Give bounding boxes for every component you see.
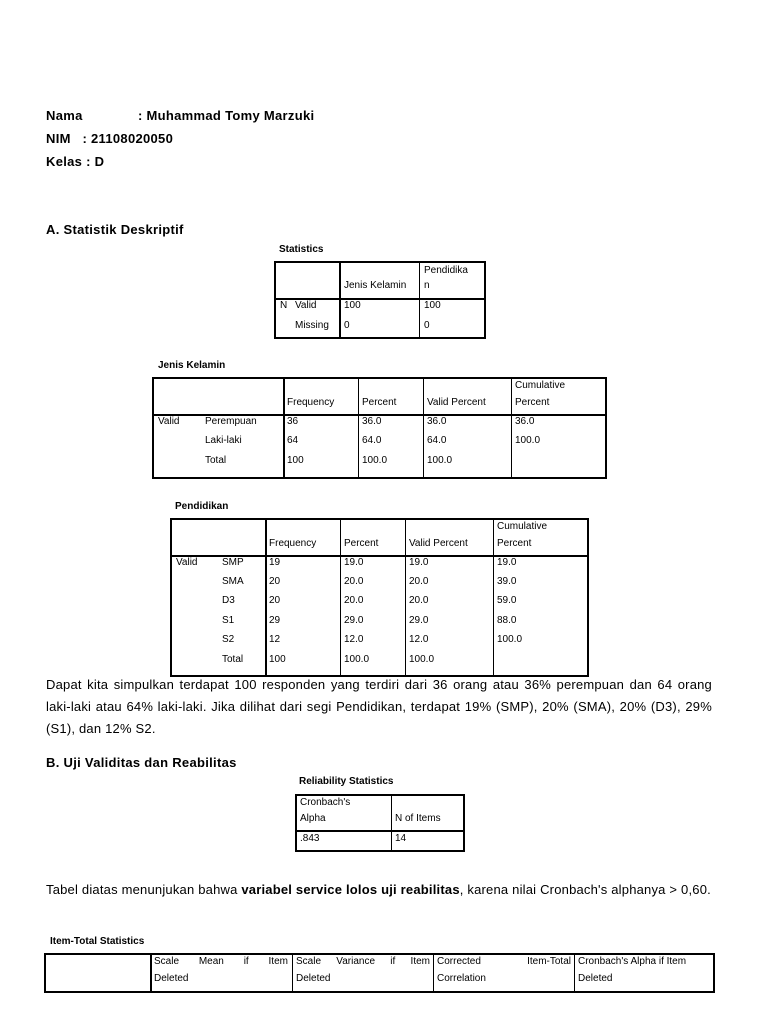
table-cell: 20.0 <box>409 576 429 587</box>
table-cell: 19.0 <box>344 557 364 568</box>
it-col3-word: Corrected <box>437 956 481 967</box>
table-cell: 29.0 <box>409 615 429 626</box>
reliability-table <box>295 794 465 852</box>
table-row-label: S2 <box>222 634 235 645</box>
stat-row-missing: Missing <box>295 320 329 331</box>
it-col1-line1 <box>154 956 288 968</box>
pd-header-cumulative-percent: Percent <box>497 538 532 549</box>
table-cell: 36.0 <box>515 416 535 427</box>
table-cell: 100.0 <box>344 654 370 665</box>
table-cell: 39.0 <box>497 576 517 587</box>
reliability-paragraph <box>46 879 712 901</box>
stat-row-valid: Valid <box>295 300 317 311</box>
reliability-caption: Reliability Statistics <box>299 776 394 787</box>
table-cell: 100 <box>269 654 286 665</box>
stat-row-n: N <box>280 300 288 311</box>
table-cell: 64.0 <box>427 435 447 446</box>
table-row-label: Perempuan <box>205 416 257 427</box>
table-cell: 19.0 <box>497 557 517 568</box>
it-col2-word: if <box>390 956 396 967</box>
jenis-kelamin-caption: Jenis Kelamin <box>158 360 226 371</box>
it-col1-word: if <box>243 956 249 967</box>
table-cell: 100 <box>287 455 304 466</box>
jenis-kelamin-table <box>152 377 607 479</box>
it-col1-word: Item <box>268 956 288 967</box>
table-cell: 20 <box>269 576 281 587</box>
kelas-line: Kelas : D <box>46 154 105 169</box>
table-cell: 100.0 <box>409 654 435 665</box>
it-col3-line1 <box>437 956 571 968</box>
table-cell: 36.0 <box>427 416 447 427</box>
stat-missing-pd: 0 <box>424 320 430 331</box>
nim-line: NIM : 21108020050 <box>46 131 174 146</box>
table-cell: 20 <box>269 595 281 606</box>
table-cell: 20.0 <box>344 595 364 606</box>
it-col1-line2: Deleted <box>154 973 189 984</box>
pendidikan-table <box>170 518 589 677</box>
table-cell: 29 <box>269 615 281 626</box>
item-total-caption: Item-Total Statistics <box>50 936 145 947</box>
stat-col-pendidikan-2: n <box>424 280 430 291</box>
jk-header-valid-percent: Valid Percent <box>427 397 486 408</box>
it-col4-line1: Cronbach's Alpha if Item <box>578 956 687 967</box>
table-row-label: Total <box>222 654 244 665</box>
table-row-label: S1 <box>222 615 235 626</box>
table-cell: 12.0 <box>344 634 364 645</box>
jk-group-valid: Valid <box>158 416 180 427</box>
nama-label: Nama <box>46 108 83 123</box>
it-col2-line1 <box>296 956 430 968</box>
table-cell: 100.0 <box>362 455 388 466</box>
table-row-label: Laki-laki <box>205 435 242 446</box>
table-cell: 29.0 <box>344 615 364 626</box>
table-cell: 19.0 <box>409 557 429 568</box>
it-col2-word: Scale <box>296 956 322 967</box>
it-col2-word: Item <box>410 956 430 967</box>
table-cell: 12 <box>269 634 281 645</box>
rel-header-cronbach-2: Alpha <box>300 813 326 824</box>
reliability-paragraph-after: , karena nilai Cronbach's alphanya > 0,60. <box>459 882 711 897</box>
table-cell: 64 <box>287 435 299 446</box>
table-cell: 100.0 <box>427 455 453 466</box>
table-cell: 20.0 <box>409 595 429 606</box>
table-row-label: Total <box>205 455 227 466</box>
nama-value: : Muhammad Tomy Marzuki <box>138 108 315 123</box>
jk-header-cumulative-percent: Percent <box>515 397 550 408</box>
jk-header-frequency: Frequency <box>287 397 335 408</box>
table-cell: 19 <box>269 557 281 568</box>
rel-header-cronbach-1: Cronbach's <box>300 797 351 808</box>
rel-header-n-items: N of Items <box>395 813 441 824</box>
pd-header-cumulative: Cumulative <box>497 521 548 532</box>
it-col4-line2: Deleted <box>578 973 613 984</box>
rel-alpha-value: .843 <box>300 833 320 844</box>
stat-valid-jk: 100 <box>344 300 361 311</box>
conclusion-paragraph: Dapat kita simpulkan terdapat 100 responden yang terdiri dari 36 orang atau 36% perempuan dan 64 orang laki-laki atau 64% laki-laki. Jika dilihat dari segi Pendidikan, terdapat 19% (SMP), 20% (SMA), 20% (D3), 29% (S1), dan 12% S2. <box>46 677 712 736</box>
statistics-table <box>274 261 486 339</box>
it-col3-word: Item-Total <box>527 956 571 967</box>
pd-header-percent: Percent <box>344 538 379 549</box>
item-total-table <box>44 953 715 993</box>
jk-header-cumulative: Cumulative <box>515 380 566 391</box>
table-row-label: D3 <box>222 595 235 606</box>
table-row-label: SMA <box>222 576 244 587</box>
stat-col-jenis-kelamin: Jenis Kelamin <box>344 280 407 291</box>
it-col2-line2: Deleted <box>296 973 331 984</box>
table-cell: 88.0 <box>497 615 517 626</box>
stat-missing-jk: 0 <box>344 320 350 331</box>
reliability-paragraph-bold: variabel service lolos uji reabilitas <box>241 882 460 897</box>
table-cell: 59.0 <box>497 595 517 606</box>
table-cell: 12.0 <box>409 634 429 645</box>
stat-col-pendidikan-1: Pendidika <box>424 265 468 276</box>
it-col3-line2: Correlation <box>437 973 486 984</box>
jk-header-percent: Percent <box>362 397 397 408</box>
stat-valid-pd: 100 <box>424 300 441 311</box>
rel-n-items-value: 14 <box>395 833 407 844</box>
table-cell: 36.0 <box>362 416 382 427</box>
table-cell: 100.0 <box>515 435 541 446</box>
table-cell: 64.0 <box>362 435 382 446</box>
pd-header-frequency: Frequency <box>269 538 317 549</box>
section-a-title: A. Statistik Deskriptif <box>46 222 184 237</box>
it-col1-word: Mean <box>198 956 224 967</box>
table-row-label: SMP <box>222 557 244 568</box>
it-col1-word: Scale <box>154 956 180 967</box>
reliability-paragraph-before: Tabel diatas menunjukan bahwa <box>46 882 242 897</box>
statistics-caption: Statistics <box>279 244 324 255</box>
table-cell: 100.0 <box>497 634 523 645</box>
table-cell: 20.0 <box>344 576 364 587</box>
table-cell: 36 <box>287 416 299 427</box>
it-col2-word: Variance <box>336 956 376 967</box>
pd-group-valid: Valid <box>176 557 198 568</box>
pendidikan-caption: Pendidikan <box>175 501 229 512</box>
section-b-title: B. Uji Validitas dan Reabilitas <box>46 755 237 770</box>
pd-header-valid-percent: Valid Percent <box>409 538 468 549</box>
